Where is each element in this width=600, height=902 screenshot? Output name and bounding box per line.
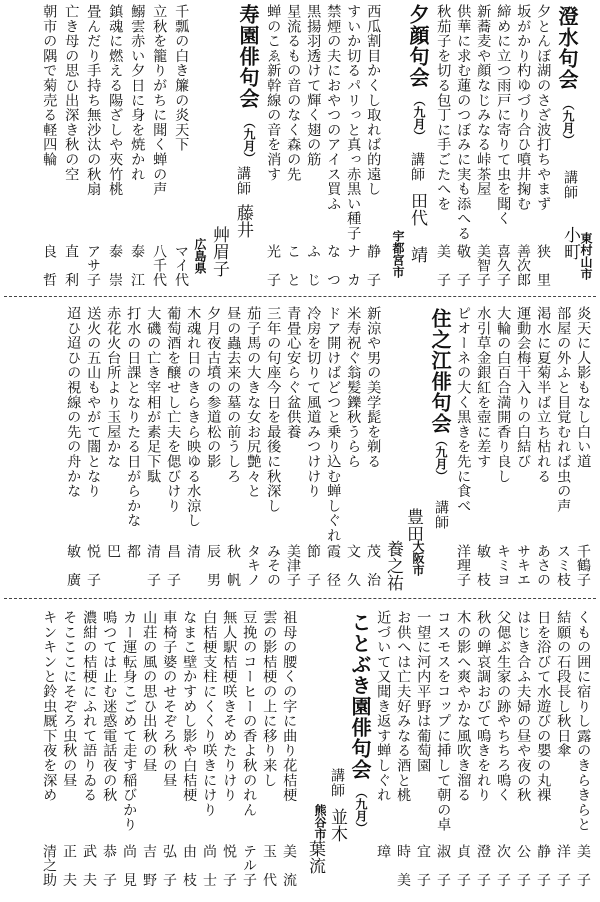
haiku-author: こ と (285, 244, 301, 288)
haiku-author: 良 哲 (41, 244, 57, 288)
haiku: 朝市の隅で菊売る軽四輪 (41, 4, 58, 167)
haiku: 祖母の腰くの字に曲り花桔梗 (281, 610, 298, 803)
haiku: 大輪の白百合満開香り良し (495, 306, 512, 484)
haiku: 日を浴びて水遊びの嬰の丸裸 (535, 610, 552, 803)
haiku: ピオーネの大く黒きを先に食べ (455, 306, 472, 514)
haiku: カー運転身こごめて走す稲びかり (121, 610, 138, 832)
koshi-name: 藤井 (233, 204, 253, 238)
haiku: そこここにそぞろ虫秋の昼 (61, 610, 78, 788)
koshi-label: 講師 (235, 166, 251, 196)
haiku: 炎天に人影もなし白い道 (575, 306, 592, 469)
haiku-author: 泰 江 (129, 244, 145, 288)
haiku-author: 文 久 (345, 544, 361, 588)
haiku-author: あさの (535, 544, 551, 588)
haiku-author: 静 子 (535, 844, 551, 888)
haiku-author: 善次郎 (515, 244, 531, 288)
haiku-author: 節 子 (305, 544, 321, 588)
haiku-author: 美 流 (281, 844, 297, 888)
haiku-author: 直 利 (63, 244, 79, 288)
haiku-author: 宜 子 (415, 844, 431, 888)
haiku: 坂がかり杓ゆづり合ひ噴井掬む (515, 4, 532, 212)
haiku-author: 巴 (105, 544, 121, 559)
haiku: 木魂れ日のきらきら映ゆる水涼し (185, 306, 202, 528)
haiku: 亡き母の思ひ出深き秋の空 (63, 4, 80, 182)
haiku-author: 玉 代 (261, 844, 277, 888)
haiku: 鰯雲赤い夕日に身を焼かれ (129, 4, 146, 182)
haiku: 迢ひ迢ひの視線の先の舟かな (65, 306, 82, 499)
koshi-place: 広島県 (193, 238, 207, 274)
haiku-author: 美 子 (575, 844, 591, 888)
haiku: 黒揚羽透けて輝く翅の筋 (305, 4, 322, 167)
haiku-author: 美 子 (435, 244, 451, 288)
haiku-author: 都 (125, 544, 141, 559)
haiku: はじき合ふ夫婦の昼や夜の秋 (515, 610, 532, 803)
koshi-name: 田代 (407, 192, 427, 226)
haiku: 部屋の外ふと目覚むれば虫の声 (555, 306, 572, 514)
koshi-label: 講師 (433, 500, 449, 530)
haiku: 送火の五山もやがて闇となり (85, 306, 102, 499)
band-divider (4, 296, 596, 297)
haiku-author: 恭 子 (101, 844, 117, 888)
haiku: 結願の石段長し秋日傘 (555, 610, 572, 758)
haiku: 大磯の亡き宰相が素足下駄 (145, 306, 162, 484)
haiku-author: 千鶴子 (575, 544, 591, 588)
haiku-author: 辰 男 (205, 544, 221, 588)
band-divider (4, 598, 596, 599)
haiku-author: ナ カ (345, 244, 361, 288)
haiku-author: 美津子 (285, 544, 301, 588)
haiku-author: 洋 子 (555, 844, 571, 888)
haiku: 打水の日課となりたる日がらかな (125, 306, 142, 528)
section-month: （九月） (242, 116, 256, 164)
section-title: 夕顔句会 (406, 4, 430, 88)
haiku: 米寿祝ぐ翁髪鑠秋うらら (345, 306, 362, 469)
haiku: 蝉のこゑ新幹線の音を消す (265, 4, 282, 182)
haiku: 締めに立つ雨戸に寄りて虫を聞く (495, 4, 512, 226)
haiku: 葡萄酒を醸せし亡夫を偲びけり (165, 306, 182, 514)
haiku-author: 尚 見 (121, 844, 137, 888)
haiku-author: 喜久子 (495, 244, 511, 288)
haiku-author: 清之助 (41, 844, 57, 888)
haiku-author: 正 夫 (61, 844, 77, 888)
koshi-name: 並木 (327, 808, 347, 842)
haiku-author: な つ (325, 244, 341, 288)
haiku: 雲の影桔梗の上に移り来し (261, 610, 278, 788)
haiku: コスモスをコップに挿して朝の卓 (435, 610, 452, 832)
haiku-author: 弘 子 (161, 844, 177, 888)
haiku-author: 洋理子 (455, 544, 471, 588)
haiku-author: 尚 士 (201, 844, 217, 888)
section-title: 寿園俳句会 (236, 4, 260, 109)
haiku: 千瓢の白き簾の炎天下 (173, 4, 190, 152)
haiku-author: 公 子 (515, 844, 531, 888)
koshi-place: 熊谷市 (313, 804, 327, 840)
section-month: （九月） (412, 94, 426, 142)
haiku-author: 八千代 (151, 244, 167, 288)
koshi-place: 大阪市 (411, 540, 425, 576)
haiku-author: 美智子 (475, 244, 491, 288)
haiku: 鳴つては止む迷惑電話夜の秋 (101, 610, 118, 803)
haiku: 青畳心安らぐ盆供養 (285, 306, 302, 440)
haiku: 禁煙の夫におやつのアイス買ふ (325, 4, 342, 212)
haiku: 夕月夜古墳の参道松の影 (205, 306, 222, 469)
haiku: 水引草金銀紅を壺に差す (475, 306, 492, 469)
koshi-name: 豊田 (403, 508, 423, 542)
haiku: 西瓜割目かくし取れば的遠し (365, 4, 382, 197)
haiku-author: 清 子 (145, 544, 161, 588)
haiku-author: スミ枝 (555, 544, 571, 588)
haiku-author: テル子 (241, 844, 257, 888)
haiku: 渇水に夏菊半ば立ち枯れる (535, 306, 552, 484)
koshi-name: 葉流 (305, 840, 325, 874)
haiku: 茄子馬の大きな女お尻艶々と (245, 306, 262, 499)
haiku: 夕とんぼ湖のさざ波打ちやまず (535, 4, 552, 212)
haiku: 赤花火台所より玉屋かな (105, 306, 122, 469)
haiku: 運動会梅干入りの白結び (515, 306, 532, 469)
haiku-author: 清 (185, 544, 201, 559)
haiku-author: ふ じ (305, 244, 321, 288)
koshi-label: 講師 (562, 170, 578, 200)
haiku: 濃紺の桔梗にふれて語りゐる (81, 610, 98, 803)
haiku-author: 澄 子 (475, 844, 491, 888)
haiku: 立秋を籠りがちに聞く蝉の声 (151, 4, 168, 197)
haiku: 秋の蝉哀調おびて鳴きをれり (475, 610, 492, 803)
haiku: 星流るもの音のなく森の先 (285, 4, 302, 182)
koshi-label: 講師 (409, 152, 425, 182)
haiku-author: 時 美 (395, 844, 411, 888)
haiku-author: 悦 子 (85, 544, 101, 588)
section-title: 住之江俳句会 (428, 308, 452, 434)
haiku: 父偲ぶ生家の跡やちちろ鳴く (495, 610, 512, 803)
haiku: ドア開けばどつと乗り込む蝉しぐれ (325, 306, 342, 543)
haiku: 一望に河内平野は葡萄園 (415, 610, 432, 773)
haiku-author: アサ子 (85, 244, 101, 288)
haiku: 鎮魂に燃える陽ざしや夾竹桃 (107, 4, 124, 197)
haiku-author: 茂 治 (365, 544, 381, 588)
koshi-name: 靖 (407, 246, 427, 263)
koshi-label: 講師 (329, 768, 345, 798)
section-month: （九月） (561, 98, 575, 146)
haiku: 近づいて又聞き返す蝉しぐれ (375, 610, 392, 803)
haiku-author: 貞 子 (455, 844, 471, 888)
haiku: 昼の蟲去来の墓の前うしろ (225, 306, 242, 484)
haiku: くもの囲に宿りし露のきらきらと (575, 610, 592, 832)
haiku-author: 吉 野 (141, 844, 157, 888)
haiku-author: 昌 子 (165, 544, 181, 588)
haiku-author: 霞 径 (325, 544, 341, 588)
haiku-author: 由 枝 (181, 844, 197, 888)
haiku: 供華に求む蓮のつぼみに実も添へる (455, 4, 472, 241)
haiku-author: タキノ (245, 544, 261, 588)
haiku: 山荘の風の思ひ出秋の昼 (141, 610, 158, 773)
haiku: キンキンと鈴虫厩下夜を深め (41, 610, 58, 803)
koshi-place: 東村山市 (579, 232, 593, 280)
haiku-author: 武 夫 (81, 844, 97, 888)
koshi-name: 養之祐 (383, 540, 403, 591)
haiku: 畳んだり手持ち無沙汰の秋扇 (85, 4, 102, 197)
haiku-author: 敏 枝 (475, 544, 491, 588)
haiku: 新蕎麦や顔なじみなる峠茶屋 (475, 4, 492, 197)
haiku: すいか切るパリっと真っ赤黒い種子 (345, 4, 362, 241)
haiku-author: 静 子 (365, 244, 381, 288)
haiku-author: 敬 子 (455, 244, 471, 288)
haiku: 秋茄子を切る包丁に手ごたへを (435, 4, 452, 212)
haiku-author: 狭 里 (535, 244, 551, 288)
haiku: 豆挽のコーヒーの香よ秋のれん (241, 610, 258, 818)
haiku: 車椅子婆のせそぞろ秋の昼 (161, 610, 178, 788)
section-month: （九月） (354, 786, 368, 834)
haiku-author: マイ代 (173, 244, 189, 288)
haiku-author: 秋 帆 (225, 544, 241, 588)
section-title: 澄水句会 (555, 6, 579, 90)
haiku-author: 光 子 (265, 244, 281, 288)
section-month: （九月） (434, 434, 448, 482)
haiku: お供へは亡夫好みなる酒と桃 (395, 610, 412, 803)
haiku: 白桔梗支柱にくくり咲きにけり (201, 610, 218, 818)
section-title: ことぶき園俳句会 (348, 612, 372, 780)
koshi-place: 宇都宮市 (391, 230, 405, 278)
haiku: 木の影へ爽やかな風吹き溜る (455, 610, 472, 803)
haiku-author: 悦 子 (221, 844, 237, 888)
haiku: 三年の句座今日を最後に秋深し (265, 306, 282, 514)
haiku-author: 泰 崇 (107, 244, 123, 288)
haiku-author: みその (265, 544, 281, 588)
haiku: 新涼や男の美学髭を剃る (365, 306, 382, 469)
haiku-author: 敏 廣 (65, 544, 81, 588)
koshi-name: 小町 (560, 226, 580, 260)
haiku-author: 淑 子 (435, 844, 451, 888)
haiku: 無人駅桔梗咲きそめたりけり (221, 610, 238, 803)
haiku-author: サキエ (515, 544, 531, 588)
koshi-name: 艸眉子 (209, 226, 229, 277)
haiku-author: 次 子 (495, 844, 511, 888)
haiku: 冷房を切りて風道みつけけり (305, 306, 322, 499)
haiku: なまこ壁かすめし影や白桔梗 (181, 610, 198, 803)
haiku-author: キミヨ (495, 544, 511, 588)
haiku-author: 璋 (375, 844, 391, 859)
